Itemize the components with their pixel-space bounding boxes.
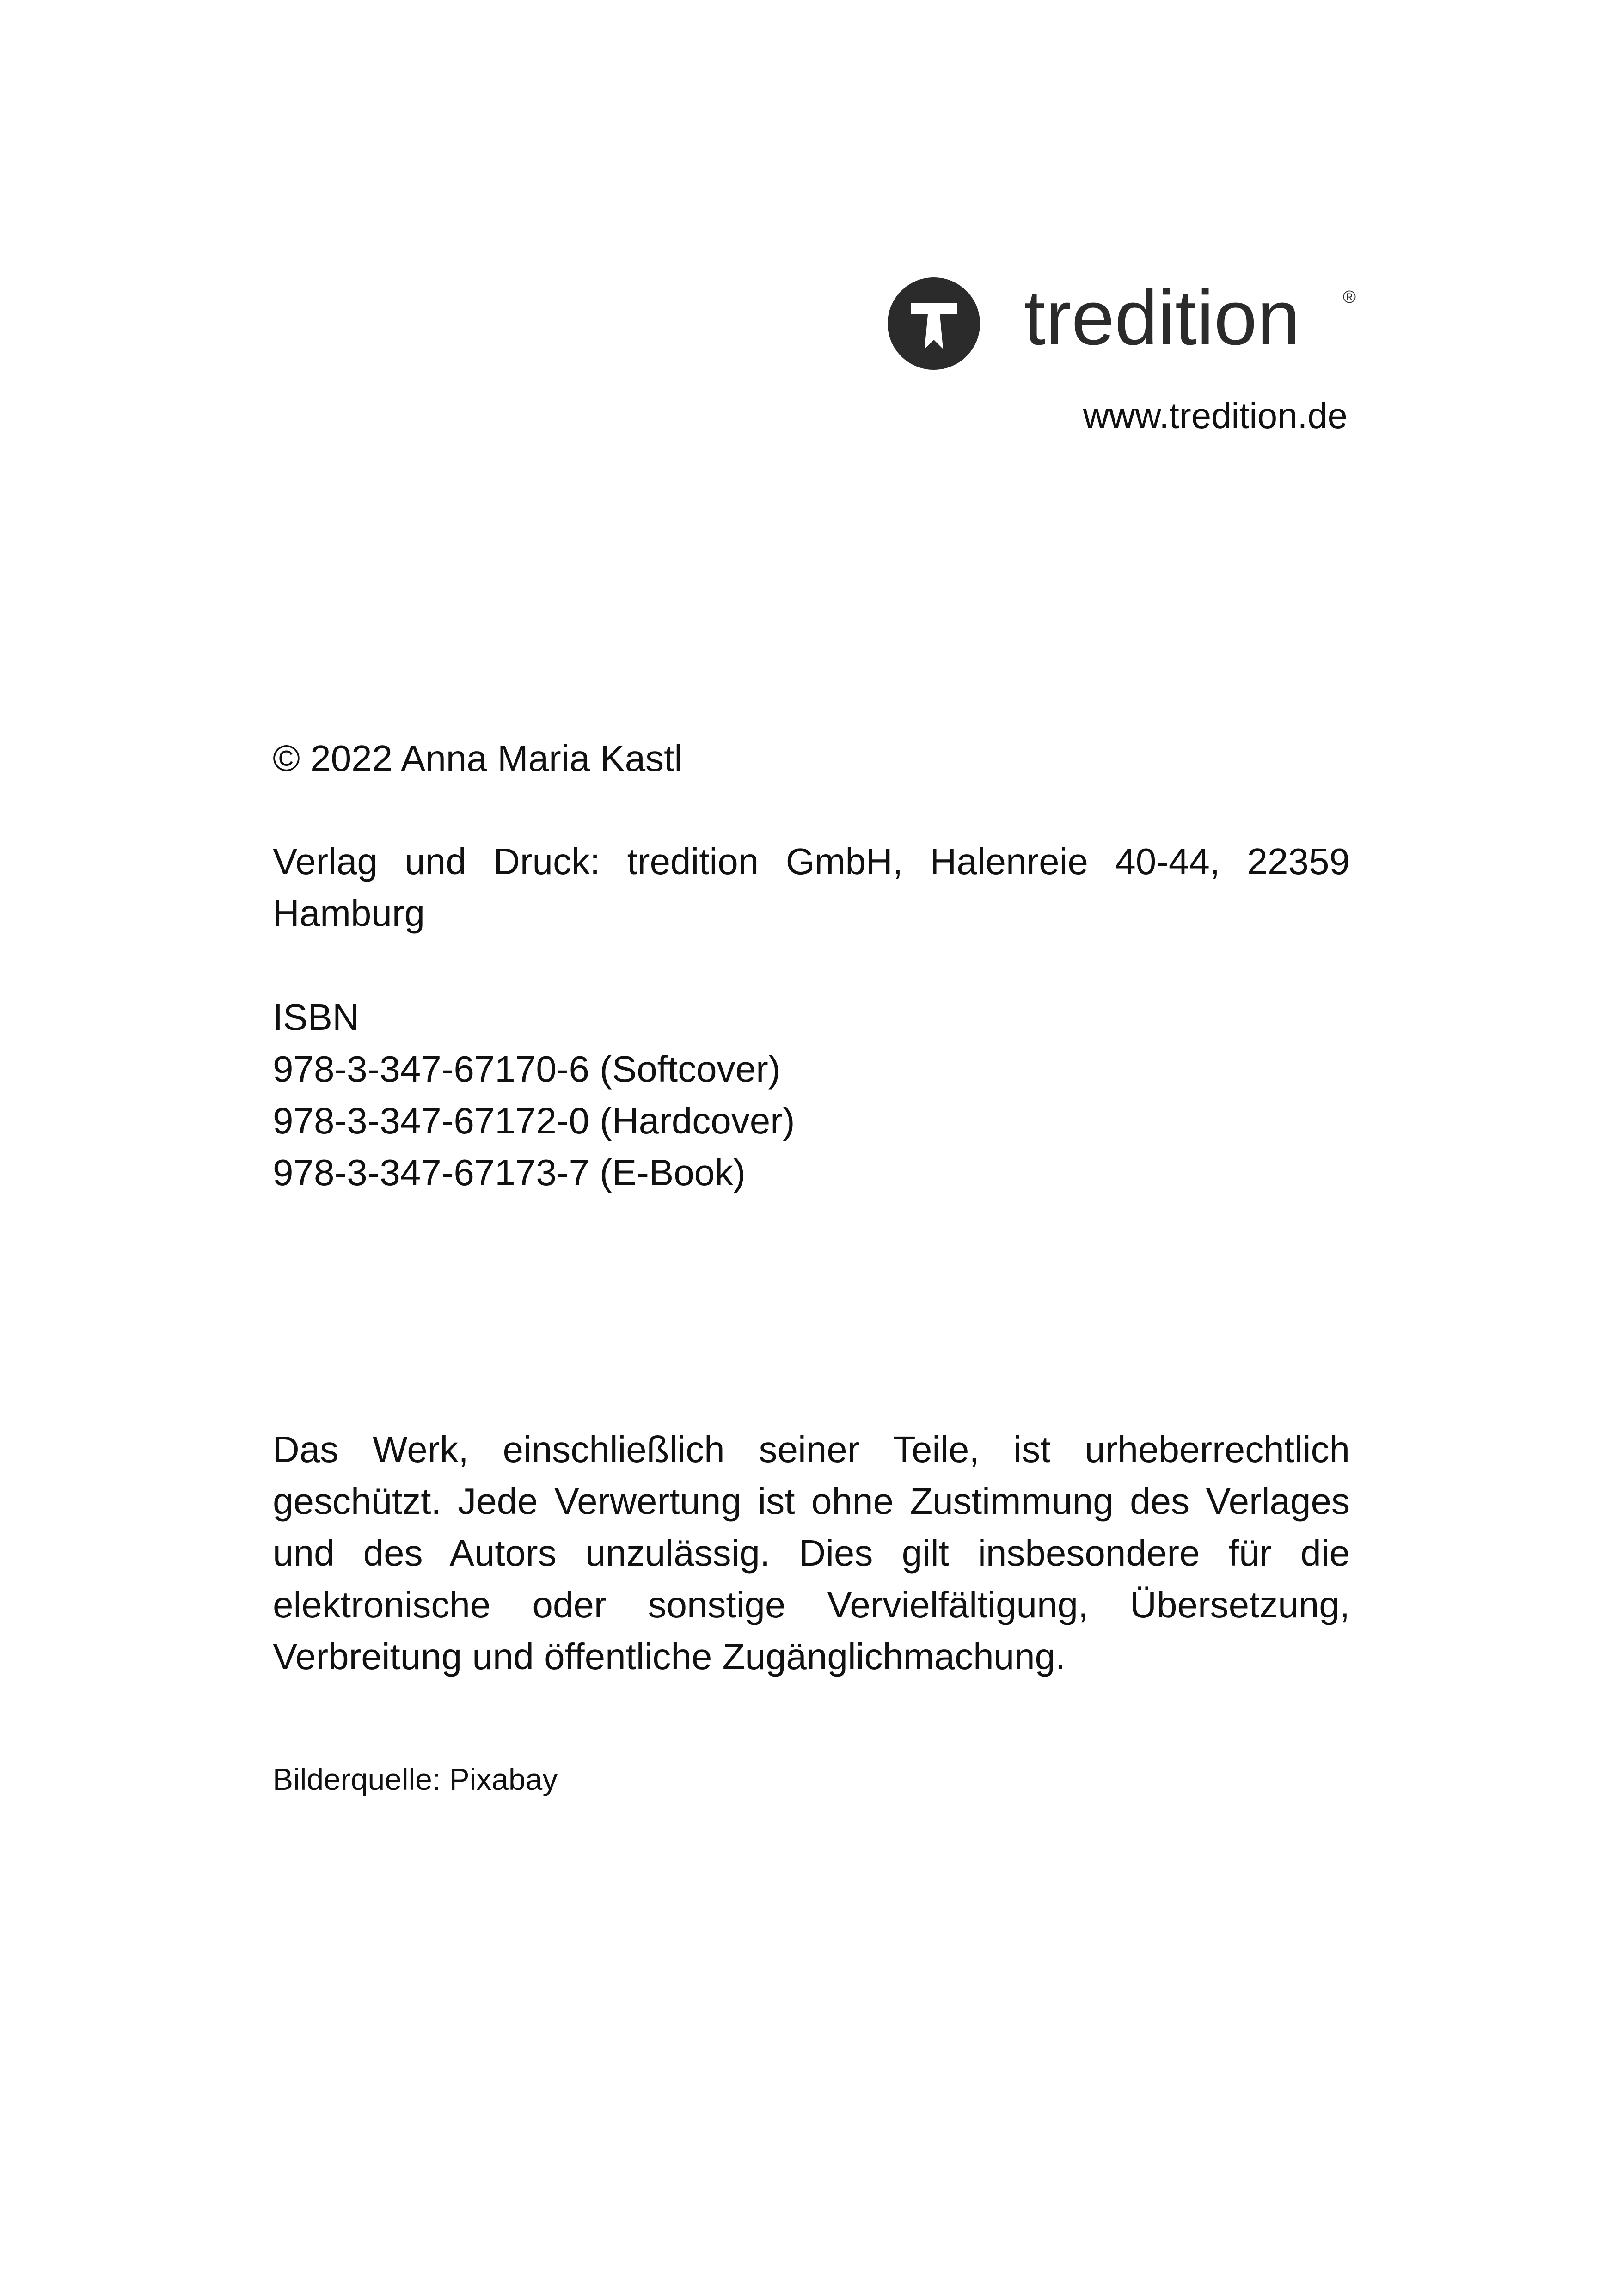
copyright-line: © 2022 Anna Maria Kastl <box>273 738 683 779</box>
isbn-label: ISBN <box>273 997 359 1038</box>
tredition-t-logo-icon <box>885 270 1357 377</box>
isbn-softcover: 978-3-347-67170-6 (Softcover) <box>273 1048 781 1090</box>
image-source-credit: Bilderquelle: Pixabay <box>273 1762 558 1796</box>
publisher-address: Verlag und Druck: tredition GmbH, Halenreie 40-44, 22359 Hamburg <box>273 841 1350 934</box>
isbn-block <box>273 992 1350 1199</box>
publisher-website[interactable]: www.tredition.de <box>1083 395 1348 436</box>
isbn-ebook: 978-3-347-67173-7 (E-Book) <box>273 1152 746 1193</box>
publisher-logo <box>885 270 1357 377</box>
logo-wordmark: tredition <box>1024 274 1300 361</box>
legal-notice: Das Werk, einschließlich seiner Teile, ist urheberrechtlich geschützt. Jede Verwertung ist ohne Zustimmung des Verlages und des Autors unzulässig. Dies gilt insbesondere für die elektronische oder sonstige Vervielfältigung, Übersetzung, Verbreitung und öffentliche Zugänglichmachung. <box>273 1429 1350 1677</box>
isbn-hardcover: 978-3-347-67172-0 (Hardcover) <box>273 1100 795 1141</box>
registered-mark: ® <box>1343 288 1356 307</box>
